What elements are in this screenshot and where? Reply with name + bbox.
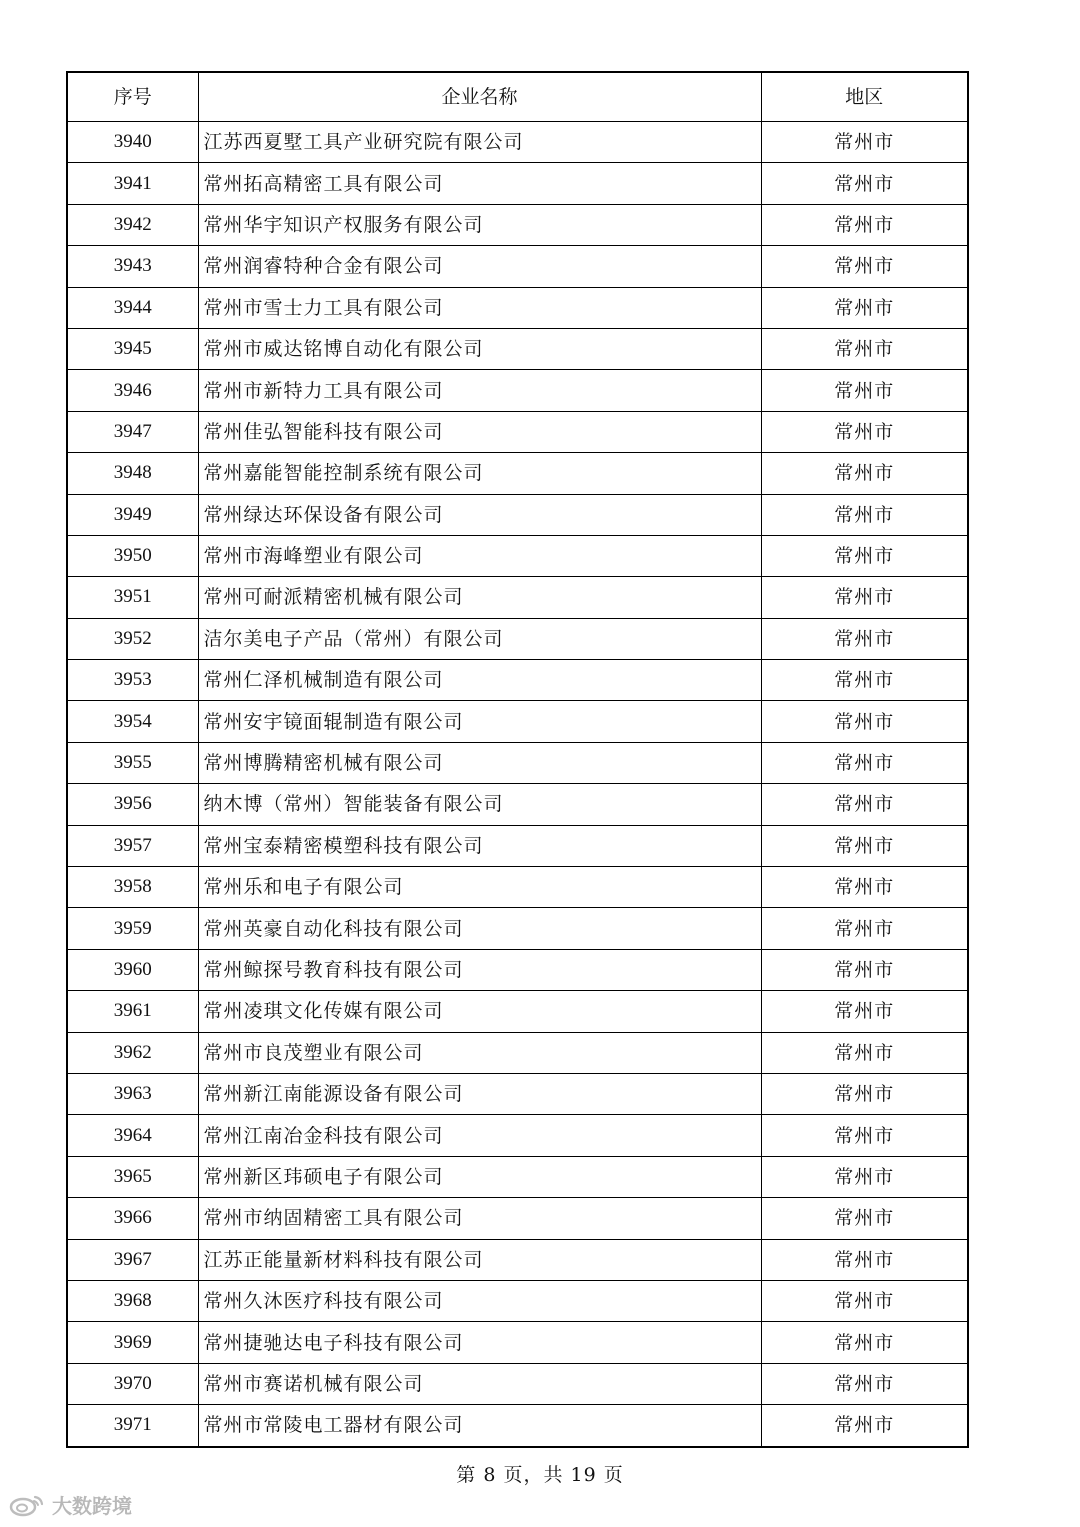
cell-region: 常州市 bbox=[761, 742, 968, 783]
cell-region: 常州市 bbox=[761, 328, 968, 369]
table-row bbox=[67, 1280, 968, 1321]
cell-company-name: 常州乐和电子有限公司 bbox=[198, 867, 761, 908]
cell-seq: 3954 bbox=[67, 701, 198, 742]
cell-seq: 3968 bbox=[67, 1280, 198, 1321]
cell-company-name: 常州市良茂塑业有限公司 bbox=[198, 1032, 761, 1073]
cell-company-name: 常州嘉能智能控制系统有限公司 bbox=[198, 453, 761, 494]
table-row bbox=[67, 246, 968, 287]
table-row bbox=[67, 784, 968, 825]
table-row bbox=[67, 577, 968, 618]
table-row bbox=[67, 618, 968, 659]
cell-region: 常州市 bbox=[761, 1322, 968, 1363]
header-seq: 序号 bbox=[67, 72, 198, 122]
cell-seq: 3969 bbox=[67, 1322, 198, 1363]
table-row bbox=[67, 1239, 968, 1280]
cell-seq: 3944 bbox=[67, 287, 198, 328]
cell-company-name: 常州市海峰塑业有限公司 bbox=[198, 535, 761, 576]
cell-company-name: 常州宝泰精密模塑科技有限公司 bbox=[198, 825, 761, 866]
watermark bbox=[8, 1490, 132, 1519]
cell-company-name: 常州鲸探号教育科技有限公司 bbox=[198, 949, 761, 990]
cell-region: 常州市 bbox=[761, 1156, 968, 1197]
cell-company-name: 常州仁泽机械制造有限公司 bbox=[198, 660, 761, 701]
table-header bbox=[67, 72, 968, 122]
cell-company-name: 常州凌琪文化传媒有限公司 bbox=[198, 991, 761, 1032]
cell-region: 常州市 bbox=[761, 867, 968, 908]
cell-seq: 3966 bbox=[67, 1198, 198, 1239]
table-row bbox=[67, 287, 968, 328]
cell-seq: 3961 bbox=[67, 991, 198, 1032]
table-row bbox=[67, 867, 968, 908]
cell-region: 常州市 bbox=[761, 1073, 968, 1114]
cell-region: 常州市 bbox=[761, 1239, 968, 1280]
table-row bbox=[67, 411, 968, 452]
table-row bbox=[67, 701, 968, 742]
cell-seq: 3965 bbox=[67, 1156, 198, 1197]
table-row bbox=[67, 1198, 968, 1239]
cell-company-name: 常州绿达环保设备有限公司 bbox=[198, 494, 761, 535]
cell-company-name: 江苏正能量新材料科技有限公司 bbox=[198, 1239, 761, 1280]
cell-company-name: 常州英豪自动化科技有限公司 bbox=[198, 908, 761, 949]
table-row bbox=[67, 1363, 968, 1404]
table-row bbox=[67, 742, 968, 783]
cell-region: 常州市 bbox=[761, 1405, 968, 1447]
cell-seq: 3959 bbox=[67, 908, 198, 949]
cell-company-name: 常州润睿特种合金有限公司 bbox=[198, 246, 761, 287]
cell-seq: 3960 bbox=[67, 949, 198, 990]
cell-seq: 3970 bbox=[67, 1363, 198, 1404]
cell-company-name: 常州新江南能源设备有限公司 bbox=[198, 1073, 761, 1114]
cell-company-name: 常州新区玮硕电子有限公司 bbox=[198, 1156, 761, 1197]
cell-seq: 3943 bbox=[67, 246, 198, 287]
table-row bbox=[67, 453, 968, 494]
cell-company-name: 常州博腾精密机械有限公司 bbox=[198, 742, 761, 783]
table-row bbox=[67, 1032, 968, 1073]
page-number: 第 8 页，共 19 页 bbox=[456, 1464, 624, 1486]
cell-company-name: 常州佳弘智能科技有限公司 bbox=[198, 411, 761, 452]
cell-region: 常州市 bbox=[761, 949, 968, 990]
cell-region: 常州市 bbox=[761, 246, 968, 287]
cell-region: 常州市 bbox=[761, 1115, 968, 1156]
cell-seq: 3949 bbox=[67, 494, 198, 535]
cell-company-name: 常州市赛诺机械有限公司 bbox=[198, 1363, 761, 1404]
cell-region: 常州市 bbox=[761, 618, 968, 659]
cell-region: 常州市 bbox=[761, 784, 968, 825]
table-row bbox=[67, 1156, 968, 1197]
cell-seq: 3952 bbox=[67, 618, 198, 659]
cell-region: 常州市 bbox=[761, 701, 968, 742]
table-row bbox=[67, 370, 968, 411]
table-row bbox=[67, 991, 968, 1032]
table-row bbox=[67, 122, 968, 163]
table-row bbox=[67, 163, 968, 204]
cell-seq: 3957 bbox=[67, 825, 198, 866]
cell-region: 常州市 bbox=[761, 1198, 968, 1239]
cell-company-name: 常州拓高精密工具有限公司 bbox=[198, 163, 761, 204]
company-list-table bbox=[66, 71, 969, 1448]
cell-seq: 3941 bbox=[67, 163, 198, 204]
cell-seq: 3940 bbox=[67, 122, 198, 163]
header-company-name: 企业名称 bbox=[198, 72, 761, 122]
watermark-text: 大数跨境 bbox=[52, 1494, 132, 1518]
cell-region: 常州市 bbox=[761, 494, 968, 535]
cell-company-name: 纳木博（常州）智能装备有限公司 bbox=[198, 784, 761, 825]
table-row bbox=[67, 825, 968, 866]
cell-region: 常州市 bbox=[761, 1363, 968, 1404]
cell-seq: 3950 bbox=[67, 535, 198, 576]
cell-seq: 3942 bbox=[67, 204, 198, 245]
cell-company-name: 江苏西夏墅工具产业研究院有限公司 bbox=[198, 122, 761, 163]
cell-seq: 3971 bbox=[67, 1405, 198, 1447]
cell-company-name: 常州捷驰达电子科技有限公司 bbox=[198, 1322, 761, 1363]
cell-seq: 3955 bbox=[67, 742, 198, 783]
cell-seq: 3967 bbox=[67, 1239, 198, 1280]
cell-region: 常州市 bbox=[761, 370, 968, 411]
cell-seq: 3963 bbox=[67, 1073, 198, 1114]
cell-company-name: 常州华宇知识产权服务有限公司 bbox=[198, 204, 761, 245]
table-row bbox=[67, 949, 968, 990]
cell-company-name: 常州可耐派精密机械有限公司 bbox=[198, 577, 761, 618]
cell-company-name: 常州市纳固精密工具有限公司 bbox=[198, 1198, 761, 1239]
cell-region: 常州市 bbox=[761, 825, 968, 866]
table-row bbox=[67, 328, 968, 369]
table-row bbox=[67, 494, 968, 535]
cell-region: 常州市 bbox=[761, 535, 968, 576]
cell-region: 常州市 bbox=[761, 908, 968, 949]
cell-region: 常州市 bbox=[761, 163, 968, 204]
cell-seq: 3953 bbox=[67, 660, 198, 701]
cell-region: 常州市 bbox=[761, 660, 968, 701]
table-header-row bbox=[67, 72, 968, 122]
cell-company-name: 常州久沐医疗科技有限公司 bbox=[198, 1280, 761, 1321]
cell-seq: 3948 bbox=[67, 453, 198, 494]
table-row bbox=[67, 1405, 968, 1447]
weibo-logo-icon bbox=[8, 1493, 46, 1517]
table-row bbox=[67, 1115, 968, 1156]
cell-region: 常州市 bbox=[761, 204, 968, 245]
cell-seq: 3945 bbox=[67, 328, 198, 369]
table-row bbox=[67, 535, 968, 576]
cell-seq: 3947 bbox=[67, 411, 198, 452]
cell-company-name: 常州市雪士力工具有限公司 bbox=[198, 287, 761, 328]
cell-company-name: 常州市威达铭博自动化有限公司 bbox=[198, 328, 761, 369]
cell-seq: 3958 bbox=[67, 867, 198, 908]
cell-region: 常州市 bbox=[761, 411, 968, 452]
cell-region: 常州市 bbox=[761, 1032, 968, 1073]
cell-region: 常州市 bbox=[761, 453, 968, 494]
cell-company-name: 常州市新特力工具有限公司 bbox=[198, 370, 761, 411]
cell-region: 常州市 bbox=[761, 577, 968, 618]
table-row bbox=[67, 204, 968, 245]
cell-seq: 3964 bbox=[67, 1115, 198, 1156]
table-row bbox=[67, 1073, 968, 1114]
header-region: 地区 bbox=[761, 72, 968, 122]
cell-company-name: 常州市常陵电工器材有限公司 bbox=[198, 1405, 761, 1447]
cell-seq: 3951 bbox=[67, 577, 198, 618]
table-row bbox=[67, 660, 968, 701]
cell-company-name: 常州安宇镜面辊制造有限公司 bbox=[198, 701, 761, 742]
cell-seq: 3962 bbox=[67, 1032, 198, 1073]
cell-region: 常州市 bbox=[761, 122, 968, 163]
cell-region: 常州市 bbox=[761, 1280, 968, 1321]
table-row bbox=[67, 1322, 968, 1363]
cell-seq: 3946 bbox=[67, 370, 198, 411]
cell-company-name: 洁尔美电子产品（常州）有限公司 bbox=[198, 618, 761, 659]
table-row bbox=[67, 908, 968, 949]
cell-company-name: 常州江南冶金科技有限公司 bbox=[198, 1115, 761, 1156]
cell-region: 常州市 bbox=[761, 287, 968, 328]
cell-seq: 3956 bbox=[67, 784, 198, 825]
cell-region: 常州市 bbox=[761, 991, 968, 1032]
table-body bbox=[67, 122, 968, 1447]
